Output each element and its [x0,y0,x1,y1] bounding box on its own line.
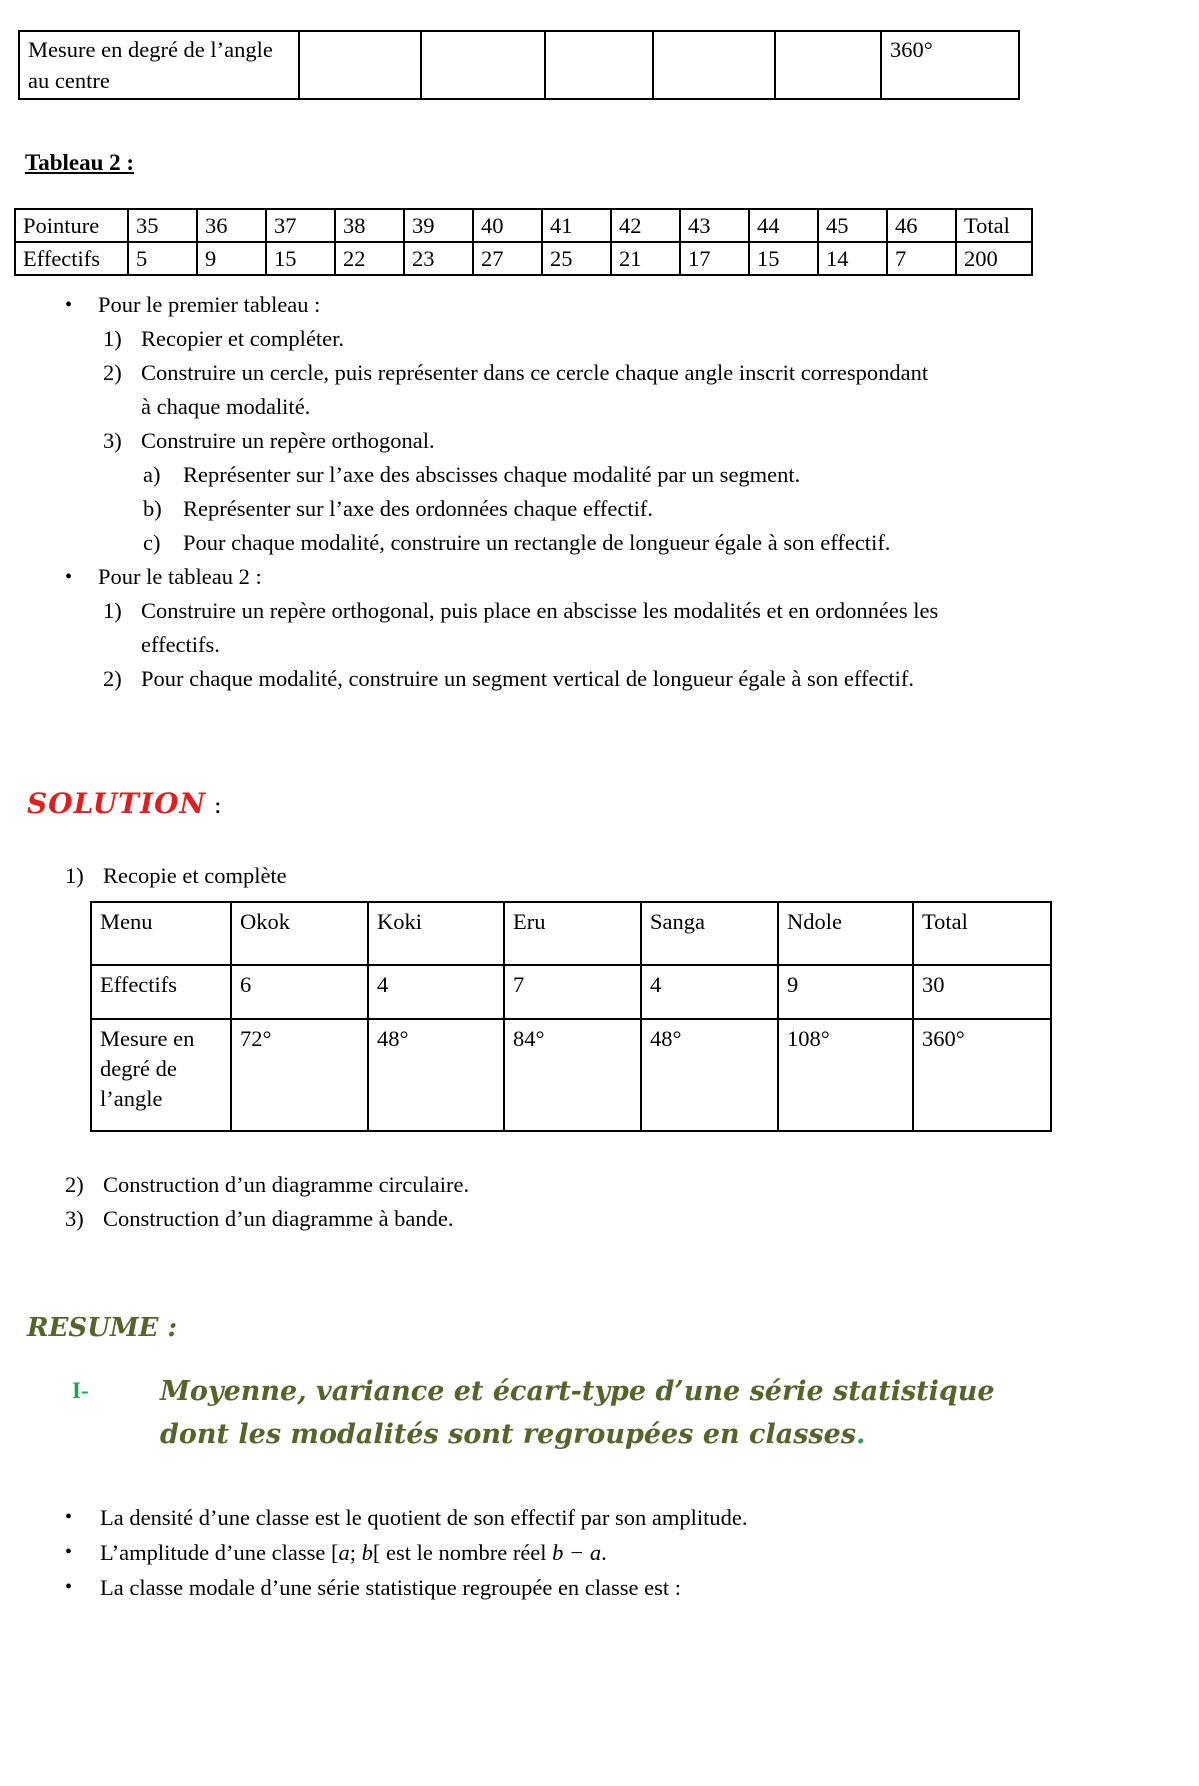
table-cell: Total [956,209,1032,242]
list-item [65,288,1199,322]
bullet-icon: • [65,294,73,316]
table-cell: 7 [504,965,641,1019]
worksheet-page [0,30,1199,1605]
table-cell: 14 [818,242,887,275]
table-cell: 7 [887,242,956,275]
table-cell [299,31,421,99]
list-item [103,322,1199,356]
tableau2-table [14,208,1033,276]
list-item-label: La densité d’une classe est le quotient de son effectif par son amplitude. [100,1505,748,1530]
table-cell: 45 [818,209,887,242]
item-marker: 2) [103,666,122,691]
resume-title-period: . [856,1419,866,1450]
table-cell: 48° [368,1019,504,1131]
item-marker: 2) [65,1172,84,1197]
table-cell: 22 [335,242,404,275]
table-cell: Ndole [778,902,913,965]
table-cell: 36 [197,209,266,242]
table-cell: 9 [778,965,913,1019]
table-cell: 5 [128,242,197,275]
table-cell: 25 [542,242,611,275]
table-cell: 44 [749,209,818,242]
table-cell: 9 [197,242,266,275]
list-item [143,492,1199,526]
table-cell: Total [913,902,1051,965]
list-item [143,458,1199,492]
list-item [103,594,1199,662]
list-item-label: Recopie et complète [103,863,287,888]
item-marker: a) [143,462,161,487]
table-cell: 72° [231,1019,368,1131]
list-item-label: Construire un cercle, puis représenter dans ce cercle chaque angle inscrit correspondant à chaque modalité. [141,360,929,419]
table-cell: Menu [91,902,231,965]
table-cell: 46 [887,209,956,242]
table-cell: 17 [680,242,749,275]
list-item-label: Construction d’un diagramme circulaire. [103,1172,470,1197]
list-item [65,1500,1199,1535]
table-cell: 360° [881,31,1019,99]
bullet-icon: • [65,1541,73,1563]
item-marker: c) [143,530,161,555]
table-cell: 40 [473,209,542,242]
resume-title-text: Moyenne, variance et écart-type d’une série statistique dont les modalités sont regroupées en classes [160,1376,995,1450]
table-cell: Pointure [15,209,128,242]
list-item-label: Pour le premier tableau : [98,292,321,317]
list-item-label: Pour le tableau 2 : [98,564,262,589]
solution-table [90,901,1052,1132]
table-cell: 200 [956,242,1032,275]
roman-numeral: I- [72,1378,89,1403]
effectifs-row [91,965,1051,1019]
list-item-label: L’amplitude d’une classe [a; b[ est le nombre réel b − a. [100,1540,607,1565]
resume-heading: RESUME : [27,1313,178,1343]
table-cell: 84° [504,1019,641,1131]
list-item-label: Construction d’un diagramme à bande. [103,1206,454,1231]
table-cell [653,31,775,99]
list-item [103,356,1199,424]
list-item [103,662,1199,696]
table-cell: Effectifs [91,965,231,1019]
table-cell: 35 [128,209,197,242]
table-cell: 6 [231,965,368,1019]
solution-heading-label: SOLUTION [27,787,207,820]
resume-section-1 [72,1370,1199,1456]
table-cell: 30 [913,965,1051,1019]
solution-items [0,1168,1199,1236]
list-item [65,1535,1199,1570]
tableau2-title: Tableau 2 : [25,150,135,175]
table-cell: 39 [404,209,473,242]
solution-heading-colon: : [206,791,222,819]
bullet-icon: • [65,1576,73,1598]
table-cell: 37 [266,209,335,242]
item-marker: 3) [65,1206,84,1231]
table-cell: 15 [266,242,335,275]
list-item [65,1570,1199,1605]
solution-heading [27,784,1199,825]
angle-measure-table [18,30,1020,100]
item-marker: 3) [103,428,122,453]
table-cell [421,31,545,99]
list-item-label: Représenter sur l’axe des abscisses chaque modalité par un segment. [183,462,801,487]
item-marker: 1) [103,598,122,623]
table-cell [545,31,653,99]
table-cell: 43 [680,209,749,242]
bullet-icon: • [65,566,73,588]
list-item-label: Représenter sur l’axe des ordonnées chaque effectif. [183,496,653,521]
list-item-label: Pour chaque modalité, construire un rectangle de longueur égale à son effectif. [183,530,891,555]
item-marker: 2) [103,360,122,385]
solution-item-1 [65,859,1199,893]
list-item-label: Construire un repère orthogonal. [141,428,435,453]
table-cell: Koki [368,902,504,965]
resume-section-title [160,1370,1020,1456]
instructions-list [0,288,1199,696]
table-cell: 42 [611,209,680,242]
table-cell: Mesure en degré de l’angle [91,1019,231,1131]
table-cell: 21 [611,242,680,275]
bullet-icon: • [65,1506,73,1528]
item-marker: 1) [103,326,122,351]
menu-row [91,902,1051,965]
pointure-row [15,209,1032,242]
definitions-list [65,1500,1199,1605]
list-item [143,526,1199,560]
table-cell: 4 [368,965,504,1019]
table-cell: 108° [778,1019,913,1131]
table-cell: 38 [335,209,404,242]
list-item-label: La classe modale d’une série statistique regroupée en classe est : [100,1575,682,1600]
list-item-label: Construire un repère orthogonal, puis place en abscisse les modalités et en ordonnées les effectifs. [141,598,939,657]
list-item-label: Recopier et compléter. [141,326,345,351]
table-cell: 41 [542,209,611,242]
effectifs-row [15,242,1032,275]
table-cell: 4 [641,965,778,1019]
angle-row [91,1019,1051,1131]
table-cell: 27 [473,242,542,275]
table-cell: Okok [231,902,368,965]
table-cell: Effectifs [15,242,128,275]
table-cell: Eru [504,902,641,965]
row-label-cell: Mesure en degré de l’angle au centre [19,31,299,99]
table-cell: 15 [749,242,818,275]
table-row [19,31,1019,99]
table-cell [775,31,881,99]
table-cell: Sanga [641,902,778,965]
table-cell: 23 [404,242,473,275]
list-item [103,424,1199,458]
item-marker: b) [143,496,162,521]
item-marker: 1) [65,863,84,888]
list-item-label: Pour chaque modalité, construire un segment vertical de longueur égale à son effectif. [141,666,915,691]
list-item [65,560,1199,594]
solution-item-2 [65,1168,1199,1202]
table-cell: 48° [641,1019,778,1131]
table-cell: 360° [913,1019,1051,1131]
solution-item-3 [65,1202,1199,1236]
